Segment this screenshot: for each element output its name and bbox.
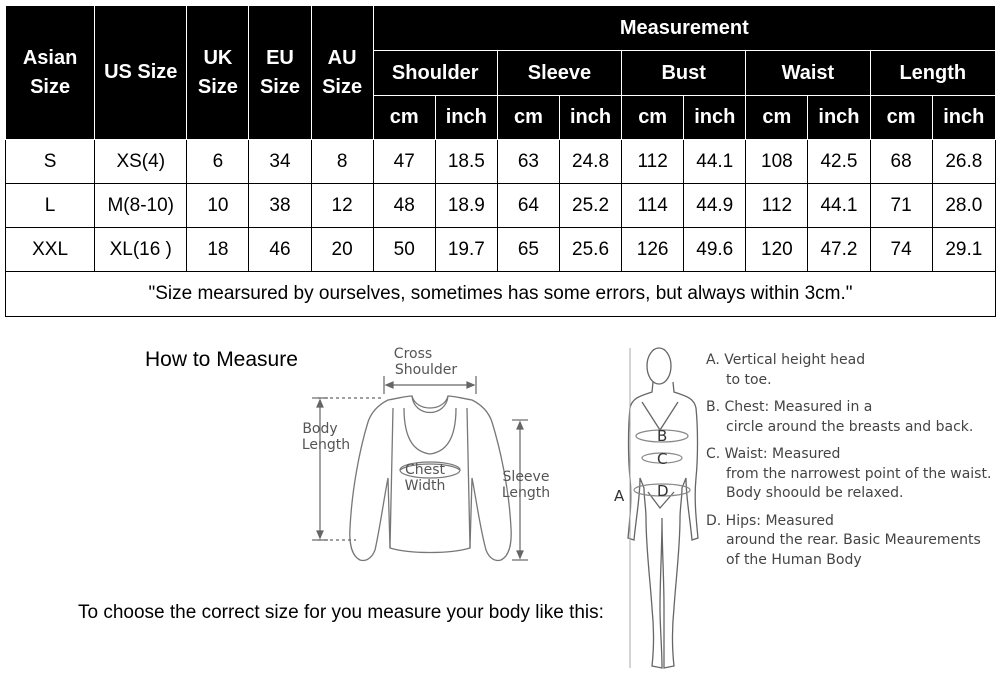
- header-au-size: AU Size: [311, 6, 373, 140]
- table-cell: 34: [249, 140, 311, 184]
- header-asian-size: Asian Size: [6, 6, 95, 140]
- table-cell: 64: [497, 184, 559, 228]
- table-cell: 24.8: [559, 140, 621, 184]
- table-cell: XL(16 ): [95, 228, 187, 272]
- table-cell: 47: [373, 140, 435, 184]
- table-cell: XXL: [6, 228, 95, 272]
- table-cell: 6: [187, 140, 249, 184]
- chest-label: Chest: [404, 462, 446, 478]
- letter-c: C: [657, 450, 668, 468]
- header-sleeve: Sleeve: [497, 51, 621, 96]
- table-cell: 29.1: [932, 228, 995, 272]
- instruction-heading: B. Chest: Measured in a: [706, 399, 873, 415]
- table-cell: 112: [746, 184, 808, 228]
- instruction-item: [706, 512, 996, 571]
- table-cell: 42.5: [808, 140, 870, 184]
- table-cell: 28.0: [932, 184, 995, 228]
- instruction-heading: A. Vertical height head: [706, 352, 866, 368]
- table-cell: 25.2: [559, 184, 621, 228]
- table-cell: 18.5: [435, 140, 497, 184]
- table-cell: 49.6: [684, 228, 746, 272]
- header-measurement: Measurement: [373, 6, 995, 51]
- unit-header: cm: [622, 96, 684, 140]
- measure-hint: To choose the correct size for you measure your body like this:: [78, 602, 604, 623]
- instruction-body: to toe.: [726, 371, 772, 388]
- how-to-measure-title: How to Measure: [145, 348, 298, 371]
- header-waist: Waist: [746, 51, 870, 96]
- header-bust: Bust: [622, 51, 746, 96]
- letter-d: D: [657, 482, 669, 500]
- instruction-item: [706, 398, 996, 437]
- body-length-arrow: [312, 398, 384, 540]
- instruction-body: from the narrowest point of the waist. Body shoould be relaxed.: [726, 465, 992, 501]
- table-cell: M(8-10): [95, 184, 187, 228]
- body-figure-icon: [628, 348, 698, 668]
- shoulder-label: Shoulder: [394, 362, 458, 378]
- table-cell: 44.1: [684, 140, 746, 184]
- cross-label: Cross: [393, 346, 433, 362]
- table-row: [6, 228, 996, 272]
- how-to-measure-section: [0, 318, 1000, 692]
- sleeve-label: Sleeve: [502, 469, 550, 485]
- table-cell: 47.2: [808, 228, 870, 272]
- table-row: [6, 184, 996, 228]
- table-cell: 10: [187, 184, 249, 228]
- table-cell: S: [6, 140, 95, 184]
- table-cell: 18.9: [435, 184, 497, 228]
- table-cell: 12: [311, 184, 373, 228]
- note-row: [6, 272, 996, 317]
- table-cell: 26.8: [932, 140, 995, 184]
- table-cell: 74: [870, 228, 932, 272]
- cross-shoulder-arrow: [384, 376, 476, 394]
- table-cell: 63: [497, 140, 559, 184]
- table-cell: 38: [249, 184, 311, 228]
- table-cell: 112: [622, 140, 684, 184]
- instruction-heading: D. Hips: Measured: [706, 512, 834, 529]
- letter-a: A: [614, 487, 625, 505]
- unit-header: inch: [435, 96, 497, 140]
- table-cell: 65: [497, 228, 559, 272]
- unit-header: cm: [497, 96, 559, 140]
- table-cell: 20: [311, 228, 373, 272]
- size-chart-table: [5, 5, 996, 317]
- table-cell: 71: [870, 184, 932, 228]
- header-us-size: US Size: [95, 6, 187, 140]
- instruction-body: around the rear. Basic Meaurements of the Human Body: [726, 532, 981, 568]
- table-cell: 46: [249, 228, 311, 272]
- letter-b: B: [657, 427, 668, 445]
- table-cell: 19.7: [435, 228, 497, 272]
- instruction-item: [706, 351, 996, 390]
- size-note: "Size mearsured by ourselves, sometimes has some errors, but always within 3cm.": [6, 272, 996, 317]
- table-cell: 8: [311, 140, 373, 184]
- table-cell: 44.9: [684, 184, 746, 228]
- table-cell: 126: [622, 228, 684, 272]
- unit-header: cm: [870, 96, 932, 140]
- table-cell: 114: [622, 184, 684, 228]
- table-cell: 120: [746, 228, 808, 272]
- measurement-instructions: [706, 351, 996, 578]
- table-cell: 18: [187, 228, 249, 272]
- table-row: [6, 140, 996, 184]
- unit-header: inch: [808, 96, 870, 140]
- unit-header: inch: [684, 96, 746, 140]
- width-label: Width: [404, 478, 446, 494]
- table-cell: 44.1: [808, 184, 870, 228]
- table-cell: XS(4): [95, 140, 187, 184]
- table-cell: 108: [746, 140, 808, 184]
- table-cell: 68: [870, 140, 932, 184]
- body-length-label: Length: [301, 437, 351, 453]
- unit-header: cm: [746, 96, 808, 140]
- header-eu-size: EU Size: [249, 6, 311, 140]
- table-cell: L: [6, 184, 95, 228]
- sleeve-length-label: Length: [501, 485, 551, 501]
- header-length: Length: [870, 51, 995, 96]
- table-cell: 50: [373, 228, 435, 272]
- table-cell: 48: [373, 184, 435, 228]
- table-cell: 25.6: [559, 228, 621, 272]
- instruction-heading: C. Waist: Measured: [706, 446, 841, 462]
- header-uk-size: UK Size: [187, 6, 249, 140]
- unit-header: inch: [932, 96, 995, 140]
- instruction-body: circle around the breasts and back.: [726, 418, 974, 435]
- instruction-item: [706, 445, 996, 504]
- header-shoulder: Shoulder: [373, 51, 497, 96]
- unit-header: inch: [559, 96, 621, 140]
- unit-header: cm: [373, 96, 435, 140]
- body-label: Body: [302, 421, 338, 437]
